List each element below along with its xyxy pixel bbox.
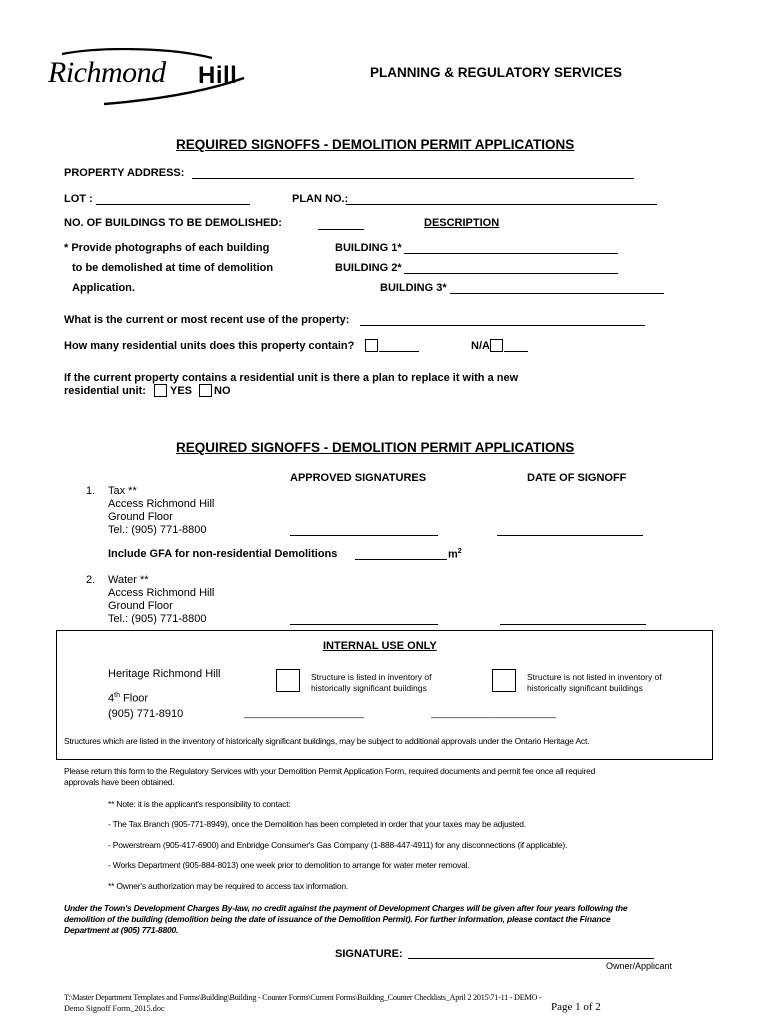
property-address-field[interactable] bbox=[192, 178, 634, 179]
yes-checkbox[interactable] bbox=[154, 384, 167, 397]
building-1-label: BUILDING 1* bbox=[335, 242, 402, 254]
no-label: NO bbox=[214, 385, 231, 397]
gfa-unit-text: m bbox=[448, 548, 458, 561]
lot-label: LOT : bbox=[64, 193, 93, 205]
gfa-unit-superscript: 2 bbox=[457, 548, 462, 555]
date-of-signoff-header: DATE OF SIGNOFF bbox=[527, 472, 627, 484]
page-number: Page 1 of 2 bbox=[551, 1001, 601, 1013]
contact-bullet-utilities: - Powerstream (905-417-6900) and Enbridge Consumer's Gas Company (1-888-447-4911) for any disconnections (if applicable). bbox=[108, 840, 568, 850]
property-address-label: PROPERTY ADDRESS: bbox=[64, 167, 185, 179]
approved-signatures-header: APPROVED SIGNATURES bbox=[290, 472, 427, 484]
owner-applicant-label: Owner/Applicant bbox=[606, 961, 673, 971]
yes-label: YES bbox=[170, 385, 193, 397]
item-2-line: Access Richmond Hill bbox=[108, 587, 215, 599]
item-1-line: Access Richmond Hill bbox=[108, 498, 215, 510]
item-1-date-field[interactable] bbox=[497, 535, 643, 536]
building-1-field[interactable] bbox=[404, 253, 618, 254]
description-label: DESCRIPTION bbox=[424, 217, 500, 229]
floor-number: 4 bbox=[108, 692, 115, 705]
item-1-line: Tel.: (905) 771-8800 bbox=[108, 524, 207, 536]
not-listed-text-2: historically significant buildings bbox=[527, 683, 643, 693]
item-1-signature-field[interactable] bbox=[290, 535, 438, 536]
photo-note-line-3: Application. bbox=[72, 282, 135, 294]
listed-checkbox[interactable] bbox=[276, 669, 300, 692]
lot-field[interactable] bbox=[96, 204, 250, 205]
owner-authorization-note: ** Owner's authorization may be required to access tax information. bbox=[108, 881, 349, 891]
item-2-line: Water ** bbox=[108, 574, 149, 586]
item-2-line: Tel.: (905) 771-8800 bbox=[108, 613, 207, 625]
item-2-number: 2. bbox=[86, 574, 96, 586]
plan-no-label: PLAN NO.: bbox=[292, 193, 349, 205]
floor-superscript: th bbox=[114, 692, 120, 699]
internal-use-title: INTERNAL USE ONLY bbox=[323, 640, 437, 652]
na-checkbox[interactable] bbox=[490, 339, 503, 352]
buildings-count-label: NO. OF BUILDINGS TO BE DEMOLISHED: bbox=[64, 217, 282, 229]
development-charges-line-2: demolition of the building (demolition being the date of issuance of the Demolition Permit). For further information, please contact the Finance bbox=[64, 914, 611, 924]
heritage-name: Heritage Richmond Hill bbox=[108, 668, 221, 680]
current-use-label: What is the current or most recent use of the property: bbox=[64, 314, 350, 326]
replace-question-line-1: If the current property contains a residential unit is there a plan to replace it with a new bbox=[64, 372, 519, 384]
item-1-block bbox=[108, 485, 214, 537]
file-path-line-1: T:\Master Department Templates and Forms\Building\Building - Counter Forms\Current Forms\Building_Counter Checklists_April 2 2015\71-11 - DEMO - bbox=[64, 993, 542, 1002]
replace-question-line-2: residential unit: bbox=[64, 385, 146, 397]
gfa-field[interactable] bbox=[355, 559, 447, 560]
gfa-label: Include GFA for non-residential Demolitions bbox=[108, 548, 338, 560]
heritage-act-note: Structures which are listed in the inventory of historically significant buildings, may be subject to additional approvals under the Ontario Heritage Act. bbox=[64, 736, 590, 746]
not-listed-text-1: Structure is not listed in inventory of bbox=[527, 672, 662, 682]
plan-no-field[interactable] bbox=[346, 204, 657, 205]
heritage-phone: (905) 771-8910 bbox=[108, 708, 184, 720]
no-checkbox[interactable] bbox=[199, 384, 212, 397]
contact-note: ** Note: it is the applicant's responsibility to contact: bbox=[108, 799, 291, 809]
department-header: PLANNING & REGULATORY SERVICES bbox=[370, 65, 623, 80]
item-2-block bbox=[108, 574, 214, 626]
gfa-unit bbox=[448, 548, 462, 561]
building-2-field[interactable] bbox=[404, 273, 618, 274]
residential-units-field[interactable] bbox=[379, 351, 419, 352]
residential-units-checkbox[interactable] bbox=[365, 339, 378, 352]
return-instructions-line-2: approvals have been obtained. bbox=[64, 777, 175, 787]
file-path-line-2: Demo Signoff Form_2015.doc bbox=[64, 1004, 165, 1013]
heritage-floor bbox=[108, 692, 148, 705]
section2-title: REQUIRED SIGNOFFS - DEMOLITION PERMIT APPLICATIONS bbox=[176, 440, 575, 455]
na-field[interactable] bbox=[504, 351, 528, 352]
logo-text-richmond: Richmond bbox=[48, 56, 166, 89]
photo-note-line-2: to be demolished at time of demolition bbox=[72, 262, 274, 274]
na-label: N/A bbox=[471, 340, 490, 352]
not-listed-checkbox[interactable] bbox=[492, 669, 516, 692]
item-2-date-field[interactable] bbox=[500, 624, 646, 625]
building-3-field[interactable] bbox=[450, 293, 664, 294]
contact-bullet-works: - Works Department (905-884-8013) one week prior to demolition to arrange for water meter removal. bbox=[108, 860, 470, 870]
item-1-line: Ground Floor bbox=[108, 511, 173, 523]
development-charges-line-1: Under the Town's Development Charges By-law, no credit against the payment of Development Charges will be given after four years following the bbox=[64, 903, 628, 913]
contact-bullet-tax: - The Tax Branch (905-771-8949), once the Demolition has been completed in order that your taxes may be adjusted. bbox=[108, 819, 526, 829]
logo-text-hill: Hill bbox=[198, 62, 238, 89]
development-charges-line-3: Department at (905) 771-8800. bbox=[64, 925, 179, 935]
richmond-hill-logo bbox=[44, 48, 264, 114]
internal-signature-line[interactable]: ________________________ bbox=[244, 708, 365, 718]
section1-title: REQUIRED SIGNOFFS - DEMOLITION PERMIT APPLICATIONS bbox=[176, 137, 575, 152]
residential-units-label: How many residential units does this property contain? bbox=[64, 340, 355, 352]
floor-word: Floor bbox=[119, 692, 149, 705]
item-1-number: 1. bbox=[86, 485, 96, 497]
item-2-signature-field[interactable] bbox=[290, 624, 438, 625]
building-2-label: BUILDING 2* bbox=[335, 262, 402, 274]
photo-note-line-1: * Provide photographs of each building bbox=[64, 242, 270, 254]
buildings-count-field[interactable] bbox=[318, 229, 364, 230]
internal-date-line[interactable]: _________________________ bbox=[431, 708, 557, 718]
item-2-line: Ground Floor bbox=[108, 600, 173, 612]
listed-text-2: historically significant buildings bbox=[311, 683, 427, 693]
signature-label: SIGNATURE: bbox=[335, 948, 403, 960]
building-3-label: BUILDING 3* bbox=[380, 282, 447, 294]
return-instructions-line-1: Please return this form to the Regulatory Services with your Demolition Permit Application Form, required documents and permit fee once all required bbox=[64, 766, 596, 776]
listed-text-1: Structure is listed in inventory of bbox=[311, 672, 432, 682]
current-use-field[interactable] bbox=[360, 325, 645, 326]
item-1-line: Tax ** bbox=[108, 485, 137, 497]
signature-field[interactable] bbox=[408, 958, 654, 959]
